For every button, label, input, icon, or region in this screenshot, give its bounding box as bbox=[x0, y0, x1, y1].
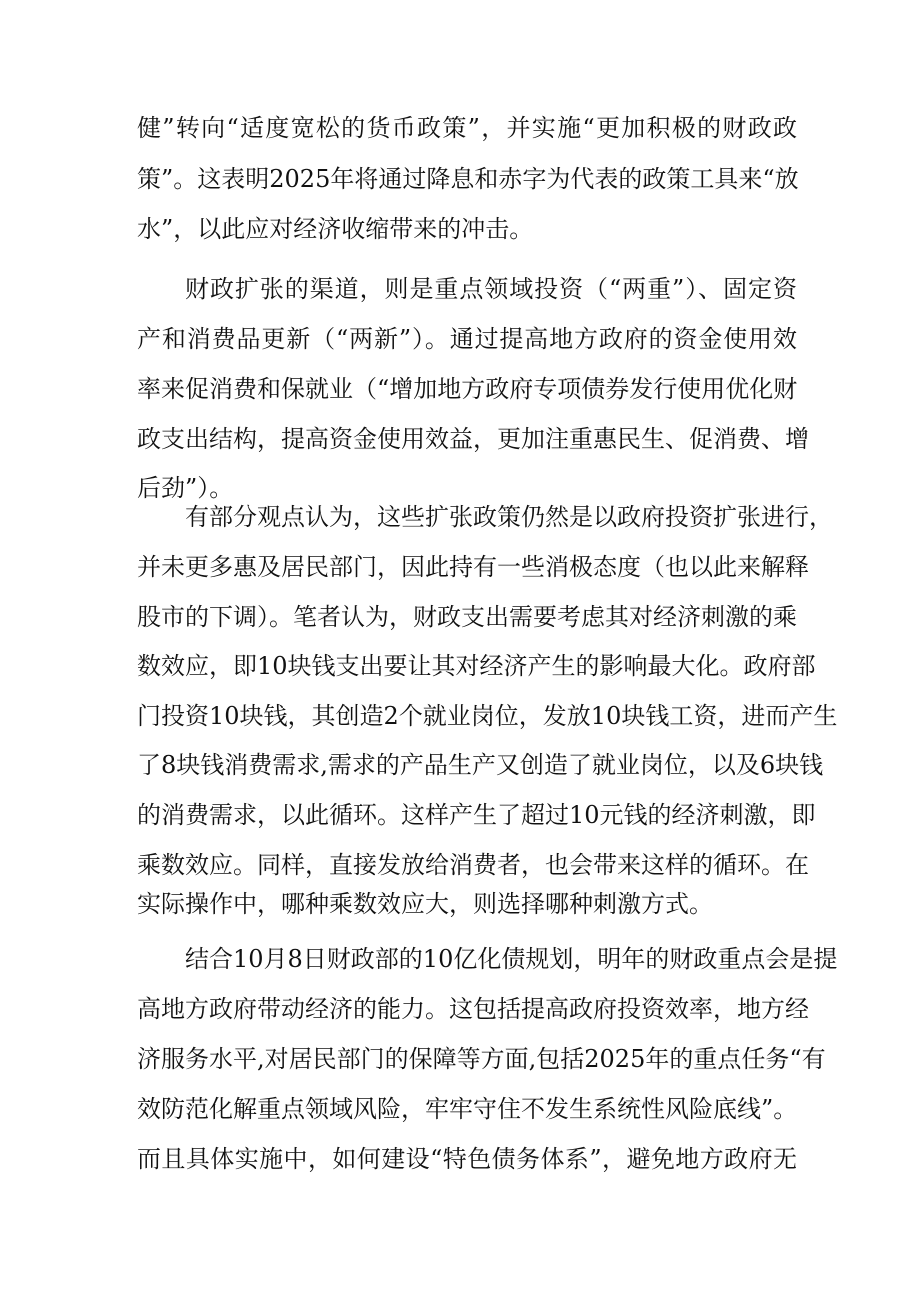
text-line: 率来促消费和保就业（“增加地方政府专项债券发行使用优化财 bbox=[137, 375, 798, 403]
text-line: 的消费需求，以此循环。这样产生了超过10元钱的经济刺激，即 bbox=[137, 801, 816, 829]
text-line: 实际操作中，哪种乘数效应大，则选择哪种刺激方式。 bbox=[137, 890, 713, 918]
text-line: 产和消费品更新（“两新”）。通过提高地方政府的资金使用效 bbox=[137, 325, 797, 353]
paragraph-first-line: 有部分观点认为，这些扩张政策仍然是以政府投资扩张进行， bbox=[185, 503, 833, 531]
text-line: 高地方政府带动经济的能力。这包括提高政府投资效率，地方经 bbox=[137, 995, 809, 1023]
text-line: 并未更多惠及居民部门，因此持有一些消极态度（也以此来解释 bbox=[137, 553, 809, 581]
text-line: 乘数效应。同样，直接发放给消费者，也会带来这样的循环。在 bbox=[137, 851, 809, 879]
text-line: 数效应，即10块钱支出要让其对经济产生的影响最大化。政府部 bbox=[137, 652, 816, 680]
paragraph-first-line: 财政扩张的渠道，则是重点领域投资（“两重”）、固定资 bbox=[185, 275, 797, 303]
text-line: 后劲”）。 bbox=[137, 474, 234, 502]
text-line: 策”。这表明2025年将通过降息和赤字为代表的政策工具来“放 bbox=[137, 165, 799, 193]
text-line: 而且具体实施中，如何建设“特色债务体系”，避免地方政府无 bbox=[137, 1145, 797, 1173]
text-line: 股市的下调）。笔者认为，财政支出需要考虑其对经济刺激的乘 bbox=[137, 603, 797, 631]
paragraph-first-line: 结合10月8日财政部的10亿化债规划，明年的财政重点会是提 bbox=[185, 945, 838, 973]
text-line: 水”，以此应对经济收缩带来的冲击。 bbox=[137, 215, 534, 243]
text-line: 政支出结构，提高资金使用效益，更加注重惠民生、促消费、增 bbox=[137, 425, 809, 453]
text-line: 效防范化解重点领域风险，牢牢守住不发生系统性风险底线”。 bbox=[137, 1095, 798, 1123]
text-line: 健”转向“适度宽松的货币政策”，并实施“更加积极的财政政 bbox=[137, 114, 797, 142]
text-line: 了8块钱消费需求,需求的产品生产又创造了就业岗位，以及6块钱 bbox=[137, 751, 824, 779]
text-line: 门投资10块钱，其创造2个就业岗位，发放10块钱工资，进而产生 bbox=[137, 702, 838, 730]
text-line: 济服务水平,对居民部门的保障等方面,包括2025年的重点任务“有 bbox=[137, 1045, 826, 1073]
